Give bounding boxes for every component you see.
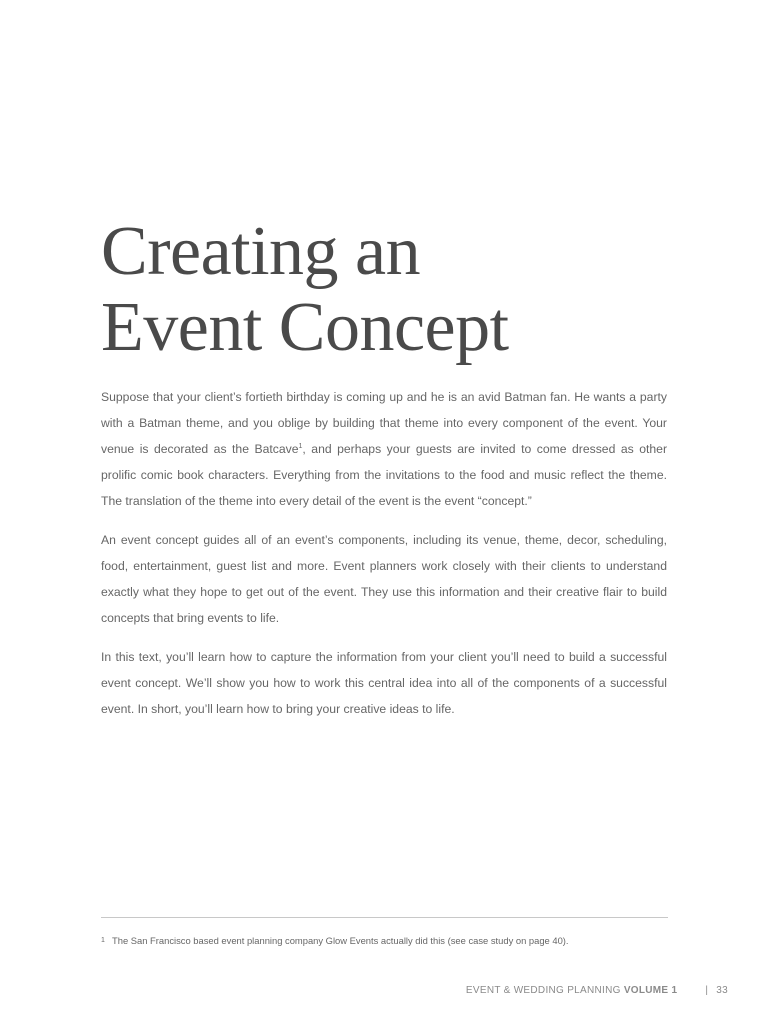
paragraph-3: In this text, you’ll learn how to capture the information from your client you’ll need to build a successful event concept. We’ll show you how to work this central idea into all of the components of a successful event. In short, you’ll learn how to bring your creative ideas to life.: [101, 650, 667, 716]
page-title: [101, 214, 509, 366]
paragraph-2: An event concept guides all of an event’s components, including its venue, theme, decor, scheduling, food, entertainment, guest list and more. Event planners work closely with their clients to understand exactly what they hope to get out of the event. They use this information and their creative flair to build concepts that bring events to life.: [101, 533, 667, 625]
footer-book-title: EVENT & WEDDING PLANNING: [465, 985, 621, 996]
paragraph-1-text-b: , and perhaps your guests are invited to come dressed as other prolific comic book characters. Everything from the invitations to the food and music reflect the theme. The translation of the theme into every detail of the event is the event “concept.”: [101, 442, 667, 508]
body-text: [101, 384, 667, 735]
page-number: 33: [716, 985, 728, 996]
footer-separator: |: [705, 985, 709, 996]
footnote-mark: 1: [101, 937, 105, 944]
footnote: [101, 934, 701, 948]
page-title-line-2: Event Concept: [101, 289, 509, 366]
running-footer: [466, 985, 728, 996]
footnote-reference[interactable]: 1: [298, 442, 303, 450]
footnote-text: The San Francisco based event planning company Glow Events actually did this (see case study on page 40).: [112, 935, 569, 946]
page-title-line-1: Creating an: [101, 213, 421, 290]
paragraph-1-text-a: Suppose that your client’s fortieth birthday is coming up and he is an avid Batman fan. He wants a party with a Batman theme, and you oblige by building that theme into every component of the event. Your venue is decorated as the Batcave: [101, 390, 667, 456]
footnote-divider: [101, 917, 668, 918]
footer-volume: VOLUME 1: [623, 985, 678, 996]
paragraph-1: [101, 384, 667, 514]
